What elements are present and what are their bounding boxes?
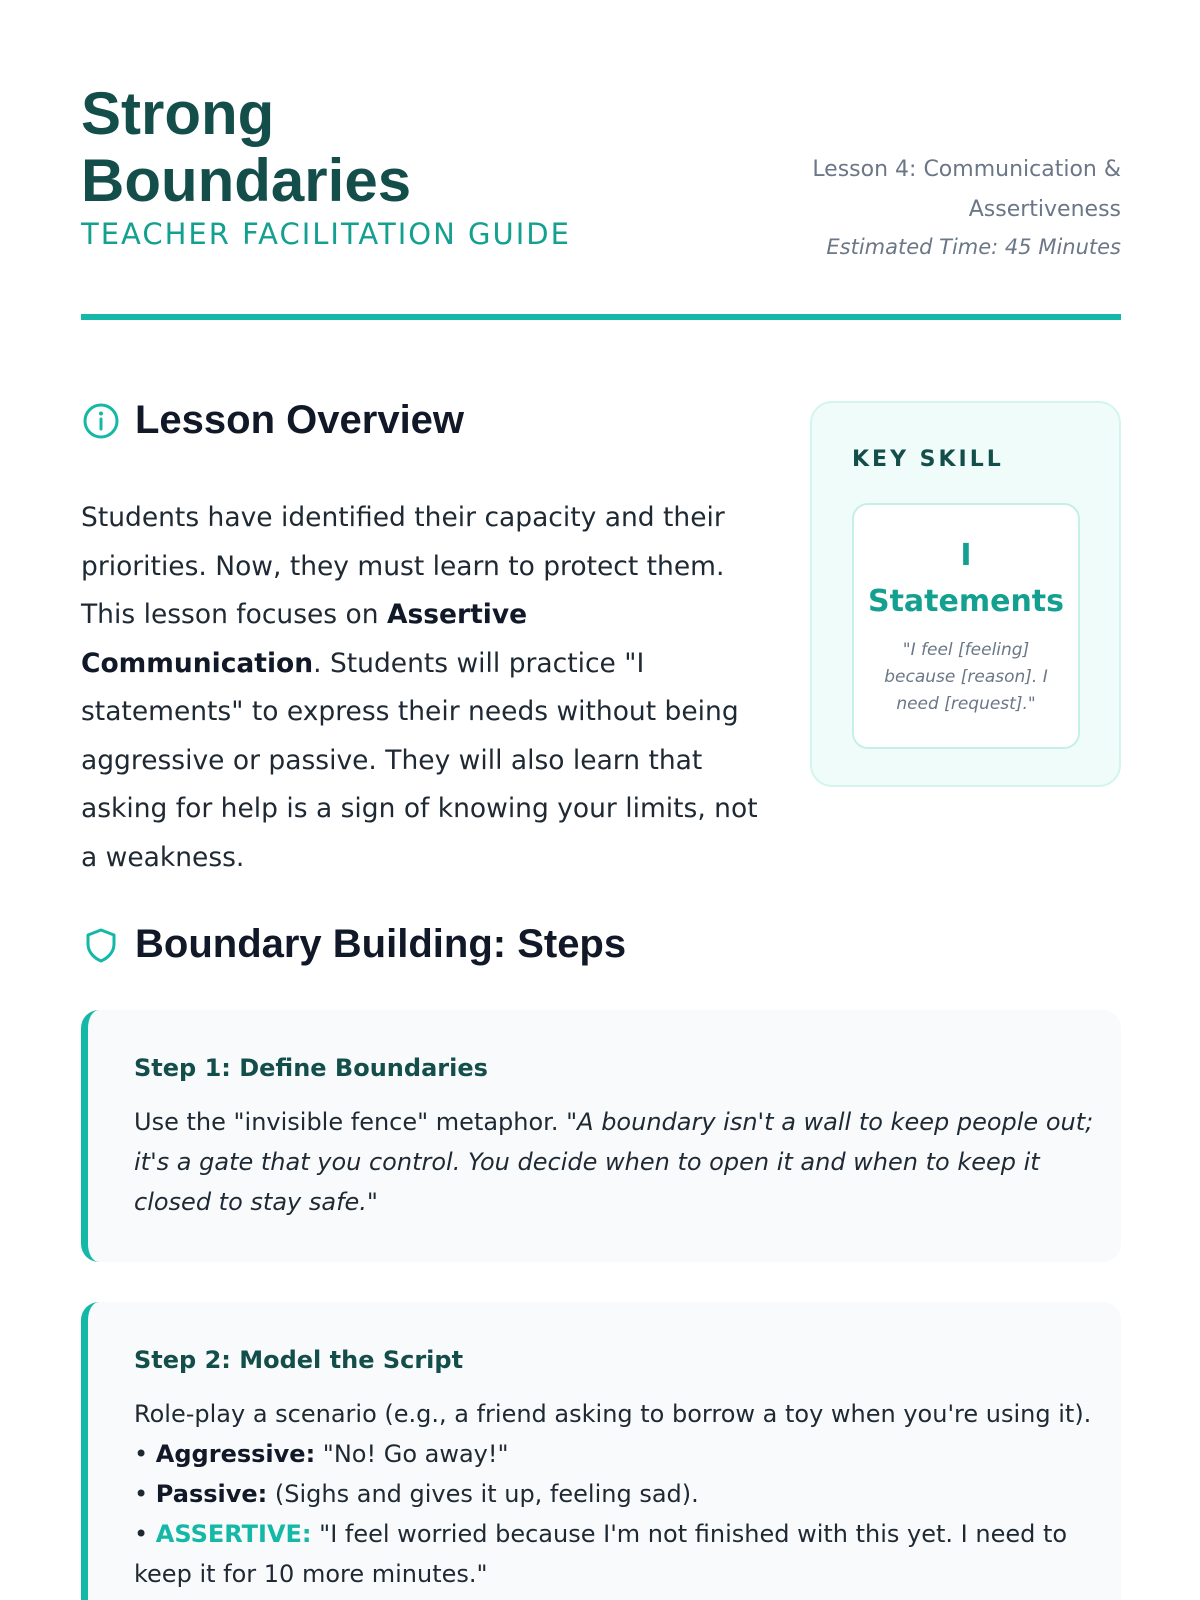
step-card-2 xyxy=(81,1302,1121,1600)
header-divider xyxy=(81,314,1121,320)
key-skill-name-line2: Statements xyxy=(867,584,1065,619)
overview-text-end: . Students will practice "I statements" to express their needs without being aggressive or passive. They will also learn that asking for help is a sign of knowing your limits, not a weakness. xyxy=(81,647,758,873)
bullet-label: Aggressive: xyxy=(155,1440,316,1468)
page-subtitle: TEACHER FACILITATION GUIDE xyxy=(81,217,571,251)
step-1-text: Use the "invisible fence" metaphor. xyxy=(134,1108,567,1136)
page-title-line2: Boundaries xyxy=(81,147,412,214)
steps-title: Boundary Building: Steps xyxy=(135,922,627,966)
key-skill-inner-card xyxy=(852,503,1080,749)
info-circle-icon xyxy=(81,401,121,441)
page-title-line1: Strong xyxy=(81,80,275,147)
key-skill-card xyxy=(810,401,1121,787)
step-2-bullet-assertive: • ASSERTIVE: "I feel worried because I'm not finished with this yet. I need to keep it for 10 more minutes." xyxy=(134,1520,1068,1588)
key-skill-name xyxy=(854,533,1078,625)
page-header xyxy=(81,80,1121,259)
key-skill-name-line1: I xyxy=(960,538,972,573)
step-1-title: Step 1: Define Boundaries xyxy=(134,1054,488,1082)
estimated-time: Estimated Time: 45 Minutes xyxy=(826,235,1121,259)
step-2-body xyxy=(134,1394,1094,1594)
step-2-bullet-passive: • Passive: (Sighs and gives it up, feeling sad). xyxy=(134,1480,699,1508)
key-skill-quote: "I feel [feeling] because [reason]. I need [request]." xyxy=(884,640,1048,714)
bullet-label-assertive: ASSERTIVE: xyxy=(155,1520,312,1548)
step-2-bullet-aggressive: • Aggressive: "No! Go away!" xyxy=(134,1440,509,1468)
step-2-intro: Role-play a scenario (e.g., a friend asking to borrow a toy when you're using it). xyxy=(134,1400,1092,1428)
step-card-1 xyxy=(81,1010,1121,1262)
overview-text-start: Students have identified their capacity and their priorities. Now, they must learn to protect them. This lesson focuses on xyxy=(81,502,725,630)
step-1-body xyxy=(134,1102,1094,1222)
bullet-text: "No! Go away!" xyxy=(315,1440,509,1468)
bullet-text: (Sighs and gives it up, feeling sad). xyxy=(267,1480,699,1508)
step-2-title: Step 2: Model the Script xyxy=(134,1346,464,1374)
bullet-text: "I feel worried because I'm not finished with this yet. I need to keep it for 10 more minutes." xyxy=(134,1520,1068,1588)
bullet-label: Passive: xyxy=(155,1480,268,1508)
steps-heading xyxy=(81,922,626,967)
overview-heading xyxy=(81,398,464,443)
lesson-name-line1: Lesson 4: Communication & xyxy=(812,157,1121,182)
overview-paragraph xyxy=(81,494,761,882)
lesson-meta xyxy=(721,150,1121,264)
lesson-name-line2: Assertiveness xyxy=(968,197,1121,222)
overview-title: Lesson Overview xyxy=(135,398,465,442)
shield-icon xyxy=(81,925,121,965)
key-skill-label: KEY SKILL xyxy=(852,447,1004,472)
step-1-quote: "A boundary isn't a wall to keep people out; it's a gate that you control. You decide when to open it and when to keep it closed to stay safe." xyxy=(134,1108,1094,1216)
overview-text-bold: Assertive Communication xyxy=(81,599,528,679)
